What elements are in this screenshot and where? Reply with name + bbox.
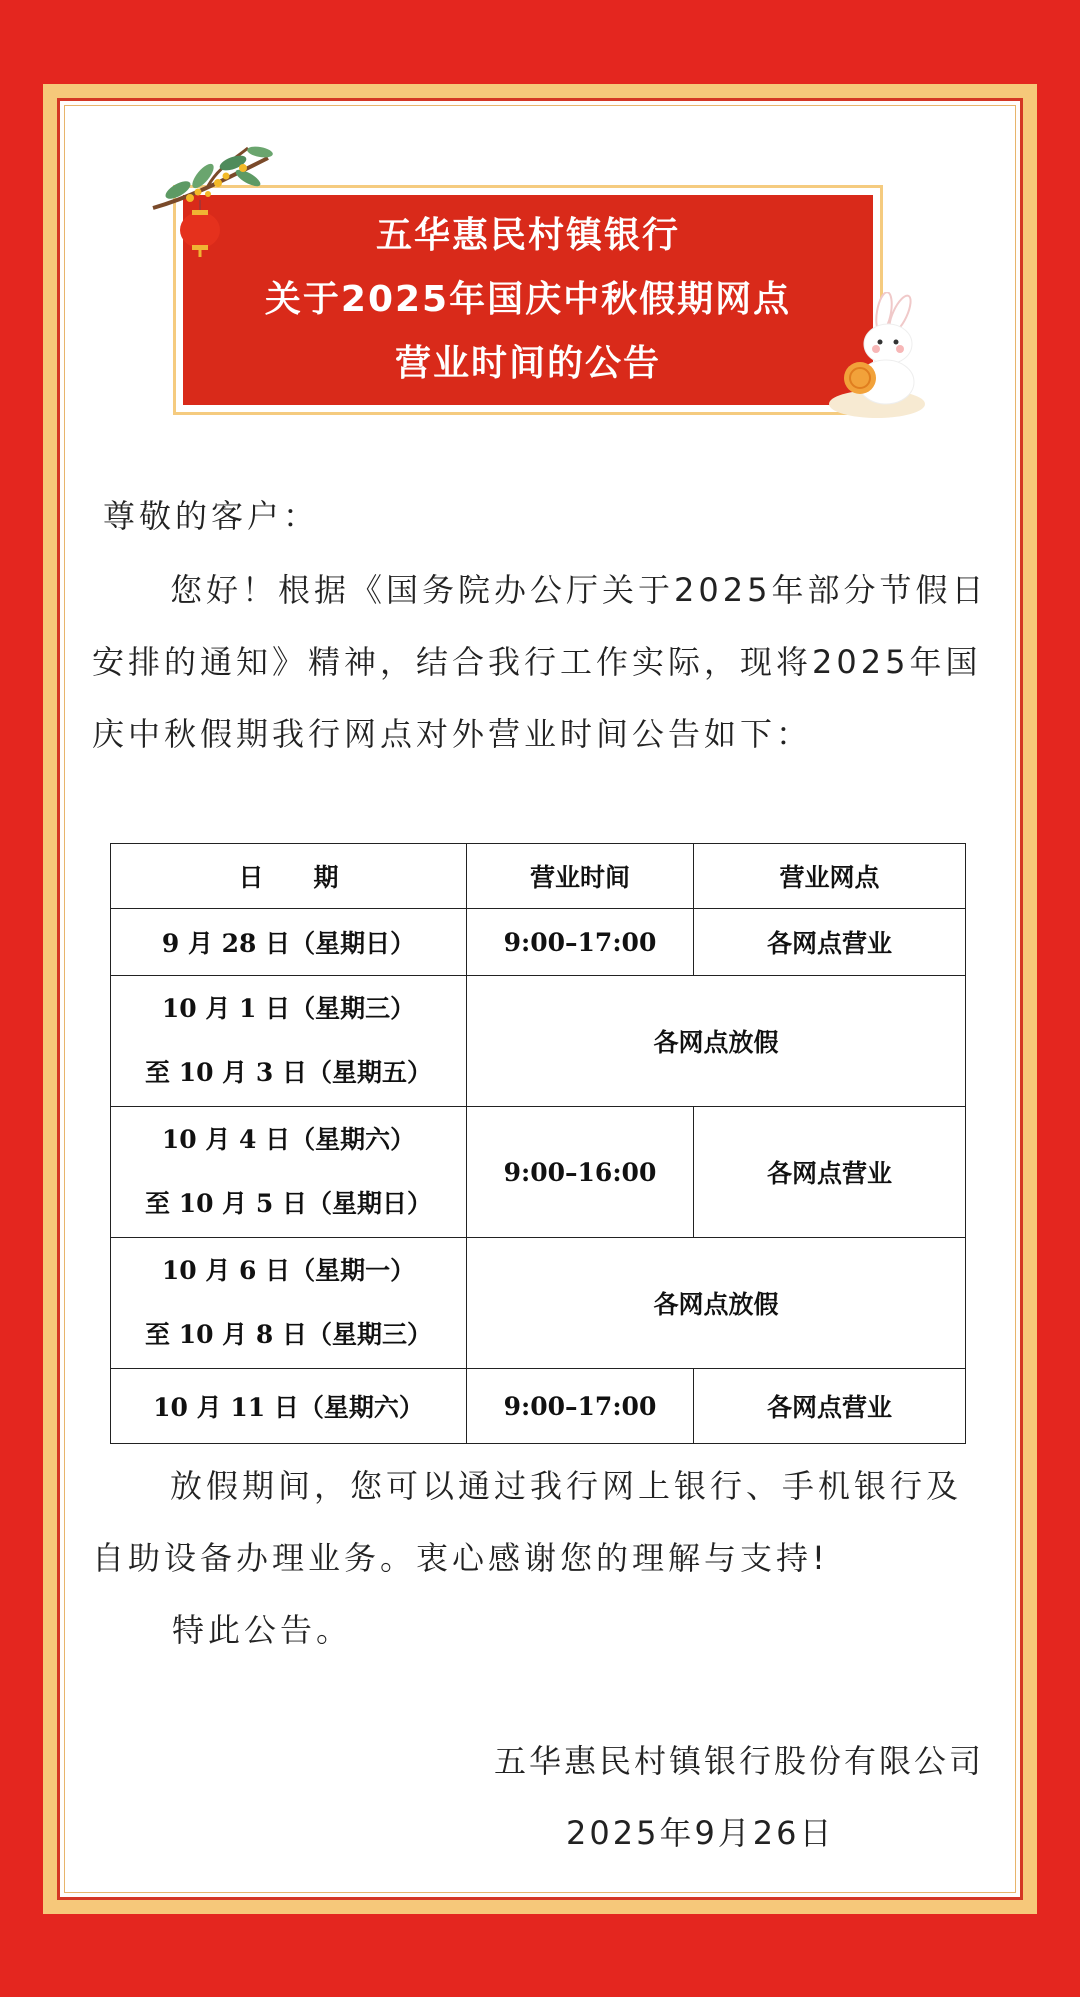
table-row — [111, 1107, 966, 1238]
banner-title-line1: 五华惠民村镇银行 — [375, 215, 680, 256]
date-end: 至 10 月 5 日（星期日） — [144, 1189, 432, 1218]
date-cell — [111, 1107, 467, 1238]
header-hours: 营业时间 — [467, 844, 694, 909]
table-header-row — [111, 844, 966, 909]
table-row — [111, 1238, 966, 1369]
branch-cell: 各网点营业 — [694, 909, 966, 976]
signature-date: 2025年9月26日 — [566, 1814, 835, 1852]
branch-cell: 各网点营业 — [694, 1107, 966, 1238]
intro-paragraph: 您好！根据《国务院办公厅关于2025年部分节假日安排的通知》精神，结合我行工作实际，现将2025年国庆中秋假期我行网点对外营业时间公告如下： — [92, 571, 988, 753]
banner-title-line2: 关于2025年国庆中秋假期网点 — [264, 279, 792, 320]
header-branch: 营业网点 — [694, 844, 966, 909]
date-cell — [111, 976, 467, 1107]
date-cell: 9 月 28 日（星期日） — [111, 909, 467, 976]
merged-status-cell: 各网点放假 — [467, 1238, 966, 1369]
header-date: 日 期 — [111, 844, 467, 909]
banner-title-line3: 营业时间的公告 — [394, 343, 661, 384]
osmanthus-lantern-icon — [148, 138, 288, 258]
hours-cell: 9:00–17:00 — [467, 909, 694, 976]
date-start: 10 月 4 日（星期六） — [161, 1125, 416, 1154]
date-start: 10 月 6 日（星期一） — [161, 1256, 416, 1285]
signature-org: 五华惠民村镇银行股份有限公司 — [493, 1742, 984, 1780]
table-row — [111, 909, 966, 976]
date-cell — [111, 1238, 467, 1369]
table-row — [111, 976, 966, 1107]
date-cell: 10 月 11 日（星期六） — [111, 1369, 467, 1444]
schedule-table — [110, 843, 966, 1444]
date-start: 10 月 1 日（星期三） — [161, 994, 416, 1023]
date-end: 至 10 月 8 日（星期三） — [144, 1320, 432, 1349]
hours-cell: 9:00–17:00 — [467, 1369, 694, 1444]
branch-cell: 各网点营业 — [694, 1369, 966, 1444]
service-paragraph: 放假期间，您可以通过我行网上银行、手机银行及自助设备办理业务。衷心感谢您的理解与支持! — [92, 1467, 963, 1577]
salutation: 尊敬的客户： — [103, 497, 320, 535]
table-row — [111, 1369, 966, 1444]
moon-rabbit-icon — [822, 292, 932, 422]
closing-paragraph: 特此公告。 — [172, 1611, 353, 1649]
date-end: 至 10 月 3 日（星期五） — [144, 1058, 432, 1087]
hours-cell: 9:00–16:00 — [467, 1107, 694, 1238]
merged-status-cell: 各网点放假 — [467, 976, 966, 1107]
